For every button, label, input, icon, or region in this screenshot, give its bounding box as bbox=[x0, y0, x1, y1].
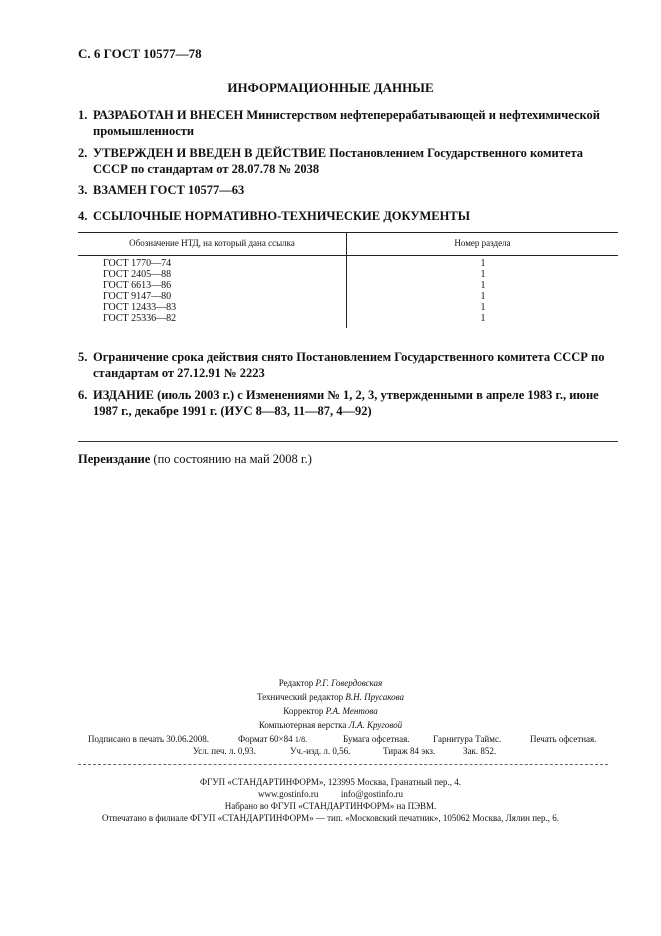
table-row bbox=[78, 269, 618, 280]
item-bold-text: ССЫЛОЧНЫЕ НОРМАТИВНО-ТЕХНИЧЕСКИЕ ДОКУМЕНТЫ bbox=[93, 209, 470, 223]
pubinfo-paper: Бумага офсетная. bbox=[343, 734, 410, 744]
row-document: ГОСТ 6613—86 bbox=[103, 280, 172, 291]
credit-role: Технический редактор bbox=[256, 692, 344, 702]
item-number: 6. bbox=[78, 388, 88, 402]
row-section: 1 bbox=[480, 302, 486, 313]
item-number: 1. bbox=[78, 108, 88, 122]
reissue-label: Переиздание bbox=[78, 452, 151, 466]
pubinfo-signed: Подписано в печать 30.06.2008. bbox=[88, 734, 210, 744]
item-text: Министерством нефтеперерабатывающей и нефтехимической промышленности bbox=[93, 108, 600, 138]
info-item-1 bbox=[78, 107, 618, 139]
publication-info bbox=[78, 733, 608, 757]
item-text: Ограничение срока действия снято Постановлением Государственного комитета СССР по стандартам от 27.12.91 № 2223 bbox=[93, 350, 605, 380]
pubinfo-line-1 bbox=[78, 733, 608, 745]
info-item-3 bbox=[78, 182, 618, 198]
section-title: ИНФОРМАЦИОННЫЕ ДАННЫЕ bbox=[227, 80, 434, 95]
imprint-line: Отпечатано в филиале ФГУП «СТАНДАРТИНФОРМ» — тип. «Московский печатник», 105062 Москва, Лялин пер., 6. bbox=[101, 813, 560, 823]
credit-line bbox=[0, 676, 661, 690]
pubinfo-line-2 bbox=[78, 745, 608, 757]
pubinfo-print: Печать офсетная. bbox=[530, 734, 597, 744]
credit-line bbox=[0, 704, 661, 718]
pubinfo-uchizd: Уч.-изд. л. 0,56. bbox=[290, 746, 351, 756]
info-item-4 bbox=[78, 208, 618, 224]
item-bold-text: ИЗДАНИЕ bbox=[93, 388, 154, 402]
section-divider bbox=[78, 441, 618, 442]
pubinfo-font: Гарнитура Таймс. bbox=[433, 734, 502, 744]
pubinfo-uslpech: Усл. печ. л. 0,93. bbox=[193, 746, 256, 756]
credit-role: Корректор bbox=[283, 706, 324, 716]
item-number: 2. bbox=[78, 146, 88, 160]
credits-block bbox=[0, 676, 661, 732]
item-number: 4. bbox=[78, 209, 88, 223]
row-document: ГОСТ 12433—83 bbox=[103, 302, 177, 313]
row-section: 1 bbox=[480, 258, 486, 269]
table-row bbox=[78, 280, 618, 291]
credit-name: Р.А. Ментова bbox=[325, 706, 378, 716]
credit-line bbox=[0, 718, 661, 732]
row-document: ГОСТ 25336—82 bbox=[103, 313, 177, 324]
info-item-6 bbox=[78, 387, 618, 419]
imprint-line: www.gostinfo.ru info@gostinfo.ru bbox=[258, 789, 403, 799]
table-top-border bbox=[78, 232, 618, 233]
reference-table bbox=[78, 232, 618, 328]
row-document: ГОСТ 2405—88 bbox=[103, 269, 172, 280]
pubinfo-zak: Зак. 852. bbox=[463, 746, 497, 756]
dashed-divider bbox=[78, 764, 608, 765]
pubinfo-format: Формат 60×84 1/8. bbox=[238, 734, 308, 744]
pubinfo-format-fraction: 1/8. bbox=[294, 735, 308, 744]
reissue-text: (по состоянию на май 2008 г.) bbox=[150, 452, 312, 466]
table-row bbox=[78, 258, 618, 269]
credit-name: Л.А. Круговой bbox=[348, 720, 403, 730]
credit-line bbox=[0, 690, 661, 704]
table-row bbox=[78, 313, 618, 324]
table-header-document: Обозначение НТД, на который дана ссылка bbox=[129, 238, 295, 248]
item-number: 5. bbox=[78, 350, 88, 364]
table-row bbox=[78, 291, 618, 302]
reissue-note bbox=[78, 452, 312, 467]
row-section: 1 bbox=[480, 313, 486, 324]
row-document: ГОСТ 1770—74 bbox=[103, 258, 172, 269]
credit-role: Редактор bbox=[278, 678, 314, 688]
row-section: 1 bbox=[480, 269, 486, 280]
table-header-section: Номер раздела bbox=[454, 238, 511, 248]
item-bold-text: ВЗАМЕН ГОСТ 10577—63 bbox=[93, 183, 245, 197]
row-section: 1 bbox=[480, 280, 486, 291]
imprint-line: Набрано во ФГУП «СТАНДАРТИНФОРМ» на ПЭВМ. bbox=[224, 801, 437, 811]
item-number: 3. bbox=[78, 183, 88, 197]
page-header: С. 6 ГОСТ 10577—78 bbox=[78, 46, 202, 61]
table-row bbox=[78, 302, 618, 313]
imprint-block bbox=[0, 776, 661, 824]
info-item-5 bbox=[78, 349, 618, 381]
pubinfo-tirazh: Тираж 84 экз. bbox=[383, 746, 436, 756]
table-header-border bbox=[78, 255, 618, 256]
credit-name: В.Н. Прусакова bbox=[345, 692, 405, 702]
item-bold-text: РАЗРАБОТАН И ВНЕСЕН bbox=[93, 108, 244, 122]
info-item-2 bbox=[78, 145, 618, 177]
row-section: 1 bbox=[480, 291, 486, 302]
credit-name: Р.Г. Говердовская bbox=[315, 678, 383, 688]
imprint-line: ФГУП «СТАНДАРТИНФОРМ», 123995 Москва, Гранатный пер., 4. bbox=[199, 777, 462, 787]
credit-role: Компьютерная верстка bbox=[258, 720, 347, 730]
row-document: ГОСТ 9147—80 bbox=[103, 291, 172, 302]
item-text: Постановлением Государственного комитета СССР по стандартам от 28.07.78 № 2038 bbox=[93, 146, 583, 176]
item-bold-text: УТВЕРЖДЕН И ВВЕДЕН В ДЕЙСТВИЕ bbox=[93, 146, 327, 160]
item-text: (июль 2003 г.) с Изменениями № 1, 2, 3, утвержденными в апреле 1983 г., июне 1987 г., декабре 1991 г. (ИУС 8—83, 11—87, 4—92) bbox=[93, 388, 599, 418]
